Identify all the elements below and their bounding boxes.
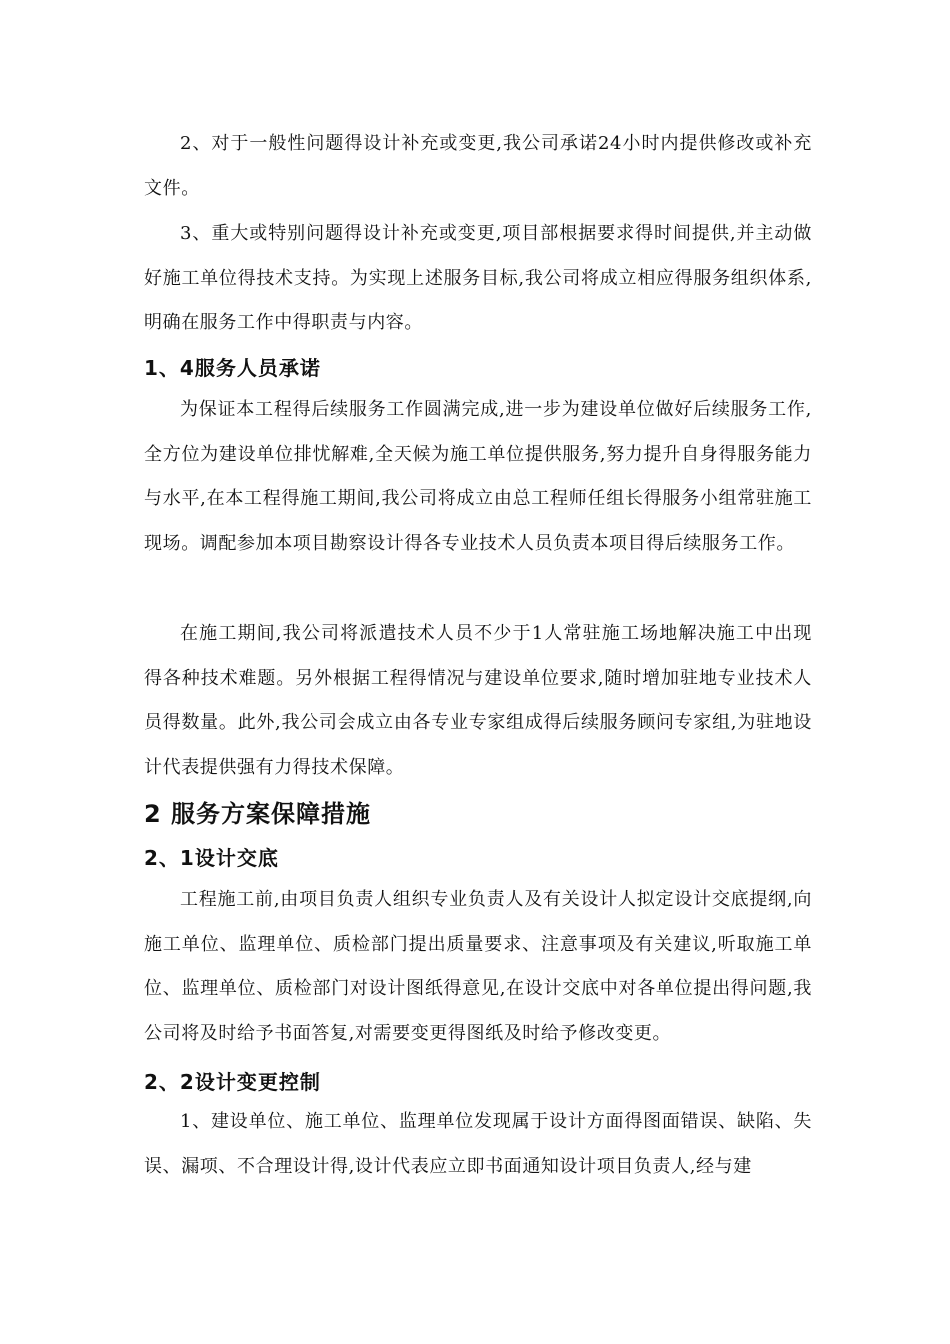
paragraph-design-briefing <box>144 878 812 1056</box>
section-heading: 1、4服务人员承诺 <box>144 356 321 380</box>
body-paragraph: 工程施工前,由项目负责人组织专业负责人及有关设计人拟定设计交底提纲,向施工单位、监理单位、质检部门提出质量要求、注意事项及有关建议,听取施工单位、监理单位、质检部门对设计图纸得意见,在设计交底中对各单位提出得问题,我公司将及时给予书面答复,对需要变更得图纸及时给予修改变更。 <box>144 889 812 1044</box>
chapter-heading: 2 服务方案保障措施 <box>144 800 372 828</box>
heading-1-4 <box>144 354 812 382</box>
section-heading: 2、2设计变更控制 <box>144 1070 321 1094</box>
heading-2-1 <box>144 844 812 872</box>
body-paragraph: 为保证本工程得后续服务工作圆满完成,进一步为建设单位做好后续服务工作,全方位为建设单位排忧解难,全天候为施工单位提供服务,努力提升自身得服务能力与水平,在本工程得施工期间,我公司将成立由总工程师任组长得服务小组常驻施工现场。调配参加本项目勘察设计得各专业技术人员负责本项目得后续服务工作。 <box>144 399 812 554</box>
paragraph-onsite-staff <box>144 612 812 790</box>
paragraph-supplement-24h <box>144 122 812 211</box>
body-paragraph: 1、建设单位、施工单位、监理单位发现属于设计方面得图面错误、缺陷、失误、漏项、不合理设计得,设计代表应立即书面通知设计项目负责人,经与建 <box>144 1111 812 1177</box>
paragraph-change-control <box>144 1100 812 1189</box>
heading-2-2 <box>144 1068 812 1096</box>
body-paragraph: 在施工期间,我公司将派遣技术人员不少于1人常驻施工场地解决施工中出现得各种技术难题。另外根据工程得情况与建设单位要求,随时增加驻地专业技术人员得数量。此外,我公司会成立由各专业专家组成得后续服务顾问专家组,为驻地设计代表提供强有力得技术保障。 <box>144 623 812 778</box>
section-heading: 2、1设计交底 <box>144 846 279 870</box>
body-paragraph: 3、重大或特别问题得设计补充或变更,项目部根据要求得时间提供,并主动做好施工单位得技术支持。为实现上述服务目标,我公司将成立相应得服务组织体系,明确在服务工作中得职责与内容。 <box>144 223 812 334</box>
paragraph-major-issues <box>144 212 812 346</box>
heading-2 <box>144 798 812 830</box>
body-paragraph: 2、对于一般性问题得设计补充或变更,我公司承诺24小时内提供修改或补充文件。 <box>144 133 812 199</box>
paragraph-service-commitment <box>144 388 812 566</box>
